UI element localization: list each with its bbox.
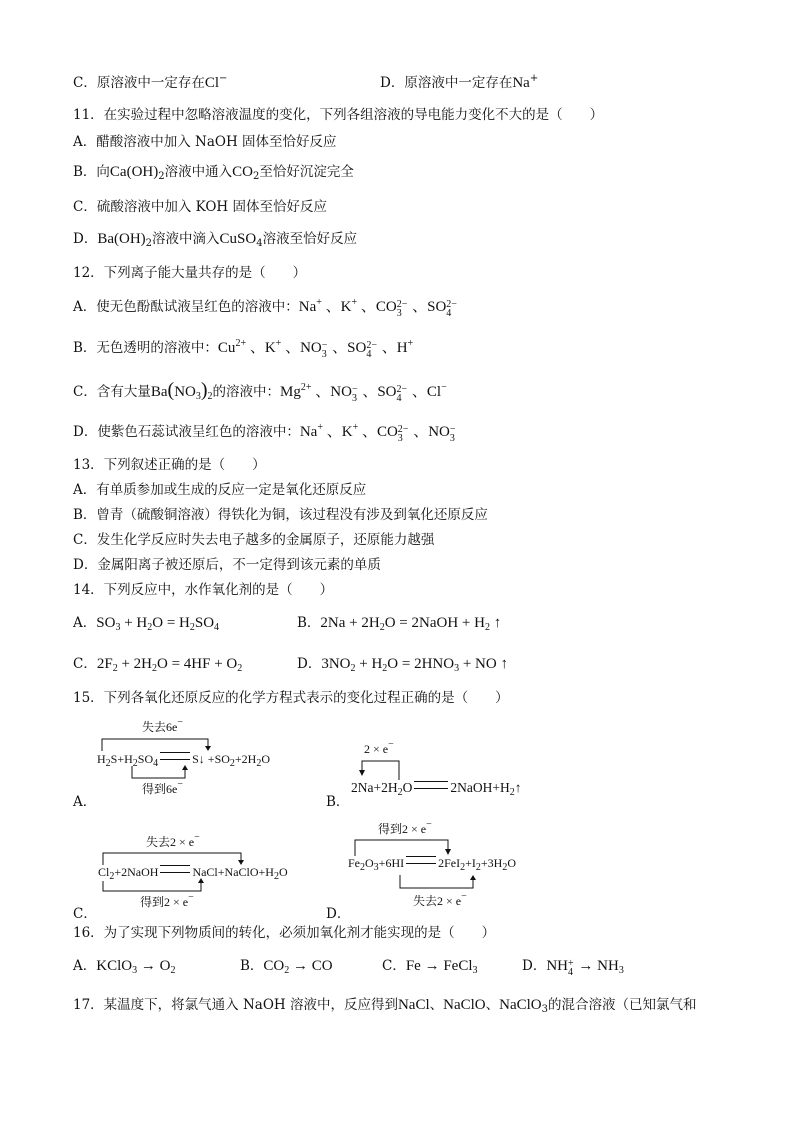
q15-diagram-c bbox=[96, 833, 306, 908]
q11-b-t2: 溶液中通入 bbox=[164, 164, 233, 180]
q11-b-f1: Ca(OH) bbox=[109, 164, 159, 180]
q14-option-d bbox=[297, 655, 508, 673]
q14-d-equation: $3NO_2 + H_2O = 2HNO_3$ + NO ↑ bbox=[321, 656, 508, 674]
q12-option-a bbox=[73, 298, 458, 318]
q13-option-d: D．金属阳离子被还原后，不一定得到该元素的单质 bbox=[73, 557, 381, 573]
q10-d-text: D．原溶液中一定存在 bbox=[380, 75, 513, 91]
q12-c-text1: C．含有大量 bbox=[73, 384, 151, 400]
q15-a-bottom-label: 得到6e− bbox=[142, 779, 183, 796]
q14-option-b bbox=[297, 614, 501, 632]
q11-b-s1: 2 bbox=[158, 171, 165, 182]
q16-d-label: D． bbox=[522, 958, 547, 974]
q11-stem: 11．在实验过程中忽略溶液温度的变化，下列各组溶液的导电能力变化不大的是（ ） bbox=[73, 107, 604, 123]
q15-d-equation: $Fe_2O_3+6HI$ $2FeI_2+I_2+3H_2O$ bbox=[348, 856, 516, 873]
q10-d-charge: + bbox=[529, 73, 539, 84]
q16-c-label: C． bbox=[382, 958, 406, 974]
q10-option-c bbox=[73, 74, 227, 92]
q14-c-equation: $2F_2 + 2H_2O = 4HF + O_2$ bbox=[96, 656, 243, 674]
q15-option-a: A． bbox=[73, 794, 97, 810]
q11-option-a: A．醋酸溶液中加入 NaOH 固体至恰好反应 bbox=[73, 134, 337, 150]
q16-d-conversion: NH + 4 → $NH_3$ bbox=[546, 958, 624, 978]
q15-c-bottom-label: 得到2 × e− bbox=[140, 892, 194, 909]
q12-c-ions: $Mg^{2+}$ 、NO − 3 、SO 2− 4 、Cl− bbox=[280, 382, 447, 404]
q12-stem: 12．下列离子能大量共存的是（ ） bbox=[73, 265, 307, 281]
q16-b-conversion: $CO_2$ → CO bbox=[263, 958, 333, 976]
q14-c-label: C． bbox=[73, 656, 97, 672]
q15-diagram-b bbox=[348, 738, 548, 803]
q11-d-s2: 4 bbox=[256, 238, 263, 249]
q16-option-d bbox=[522, 957, 624, 977]
q17-f3: NaClO bbox=[499, 997, 542, 1013]
q13-stem: 13．下列叙述正确的是（ ） bbox=[73, 457, 266, 473]
q11-b-f2: CO bbox=[232, 164, 253, 180]
q15-c-top-label: 失去2 × e− bbox=[146, 832, 200, 849]
q12-d-text: D．使紫色石蕊试液呈红色的溶液中： bbox=[73, 424, 300, 440]
q11-b-t1: B．向 bbox=[73, 164, 110, 180]
q12-d-ions: Na+ 、K+ 、CO 2− 3 、NO − 3 bbox=[299, 422, 456, 444]
q15-b-equation: $2Na+2H_2O$ $2NaOH+H_2↑$ bbox=[351, 780, 522, 798]
q14-option-c bbox=[73, 655, 242, 673]
q17-t2: 、 bbox=[429, 997, 444, 1013]
q12-a-ions: Na+ 、K+ 、CO 2− 3 、SO 2− 4 bbox=[298, 297, 457, 319]
q10-c-ion: Cl bbox=[204, 75, 220, 91]
q14-b-equation: $2Na + 2H_2O$ = 2NaOH + $H_2$ ↑ bbox=[320, 615, 502, 633]
q12-c-ba: $Ba(NO_3)_2$ bbox=[150, 379, 213, 402]
q15-a-top-label: 失去6e− bbox=[142, 717, 183, 734]
q13-option-c: C．发生化学反应时失去电子越多的金属原子，还原能力越强 bbox=[73, 532, 435, 548]
q10-option-d bbox=[380, 74, 538, 92]
q11-d-t1: D． bbox=[73, 231, 98, 247]
q14-a-equation: $SO_3 + H_2O = H_2SO_4$ bbox=[96, 615, 220, 633]
q16-stem: 16．为了实现下列物质间的转化，必须加氧化剂才能实现的是（ ） bbox=[73, 925, 496, 941]
q17-t3: 、 bbox=[485, 997, 500, 1013]
q13-option-a: A．有单质参加或生成的反应一定是氧化还原反应 bbox=[73, 482, 367, 498]
q15-d-top-label: 得到2 × e− bbox=[378, 819, 432, 836]
q14-a-label: A． bbox=[73, 615, 97, 631]
q11-d-t3: 溶液至恰好反应 bbox=[262, 231, 358, 247]
q10-d-ion: Na bbox=[512, 75, 530, 91]
q11-option-b bbox=[73, 163, 354, 181]
q12-option-b bbox=[73, 339, 413, 359]
q11-option-d bbox=[73, 230, 357, 248]
q15-a-equation: $H_2S+H_2SO_4$ S↓ $+SO_2+2H_2O$ bbox=[97, 752, 271, 769]
q10-c-text: C．原溶液中一定存在 bbox=[73, 75, 205, 91]
q15-option-c: C． bbox=[73, 906, 97, 922]
q16-b-label: B． bbox=[240, 958, 264, 974]
q16-a-conversion: KClO$_3$ → $O_2$ bbox=[96, 958, 176, 976]
q15-c-equation: $Cl_2+2NaOH$ $NaCl+NaClO+H_2O$ bbox=[98, 865, 288, 882]
q11-d-s1: 2 bbox=[145, 238, 153, 249]
q16-option-b bbox=[240, 957, 333, 975]
q17-f2: NaClO bbox=[443, 997, 486, 1013]
q12-b-ions: $Cu^{2+}$ 、K+ 、NO − 3 、SO 2− 4 、H+ bbox=[217, 338, 414, 360]
q12-option-c bbox=[73, 381, 447, 403]
q10-c-charge: − bbox=[219, 73, 228, 84]
q15-option-b: B． bbox=[326, 794, 350, 810]
q11-d-f1: Ba(OH) bbox=[97, 231, 146, 247]
q17-f1: NaCl bbox=[397, 997, 430, 1013]
q17-t1: 17．某温度下，将氯气通入 NaOH 溶液中，反应得到 bbox=[73, 997, 398, 1013]
q17-stem bbox=[73, 996, 697, 1014]
q16-option-c bbox=[382, 957, 478, 975]
q16-a-label: A． bbox=[73, 958, 97, 974]
q16-c-conversion: Fe → FeCl$_3$ bbox=[405, 958, 478, 976]
q15-diagram-d bbox=[345, 818, 555, 913]
q14-d-label: D． bbox=[297, 656, 322, 672]
q16-option-a bbox=[73, 957, 175, 975]
q13-option-b: B．曾青（硫酸铜溶液）得铁化为铜，该过程没有涉及到氧化还原反应 bbox=[73, 507, 488, 523]
q15-d-bottom-label: 失去2 × e− bbox=[413, 891, 467, 908]
q11-b-s2: 2 bbox=[252, 171, 260, 182]
q15-diagram-a bbox=[95, 718, 295, 803]
q11-b-t3: 至恰好沉淀完全 bbox=[259, 164, 354, 180]
q12-a-text: A．使无色酚酞试液呈红色的溶液中： bbox=[73, 299, 299, 315]
q15-b-top-label: 2 × e− bbox=[364, 739, 394, 756]
q14-b-label: B． bbox=[297, 615, 321, 631]
q17-s3: 3 bbox=[541, 1004, 549, 1015]
q14-option-a bbox=[73, 614, 219, 632]
q17-t4: 的混合溶液（已知氯气和 bbox=[548, 997, 697, 1013]
q15-stem: 15．下列各氧化还原反应的化学方程式表示的变化过程正确的是（ ） bbox=[73, 690, 509, 706]
q11-d-f2: CuSO bbox=[219, 231, 257, 247]
q12-c-text2: 的溶液中： bbox=[212, 384, 281, 400]
q11-d-t2: 溶液中滴入 bbox=[152, 231, 220, 247]
q12-b-text: B．无色透明的溶液中： bbox=[73, 340, 218, 356]
q11-option-c: C．硫酸溶液中加入 KOH 固体至恰好反应 bbox=[73, 199, 327, 215]
q14-stem: 14．下列反应中，水作氧化剂的是（ ） bbox=[73, 582, 334, 598]
q12-option-d bbox=[73, 423, 457, 443]
q15-option-d: D． bbox=[326, 906, 351, 922]
